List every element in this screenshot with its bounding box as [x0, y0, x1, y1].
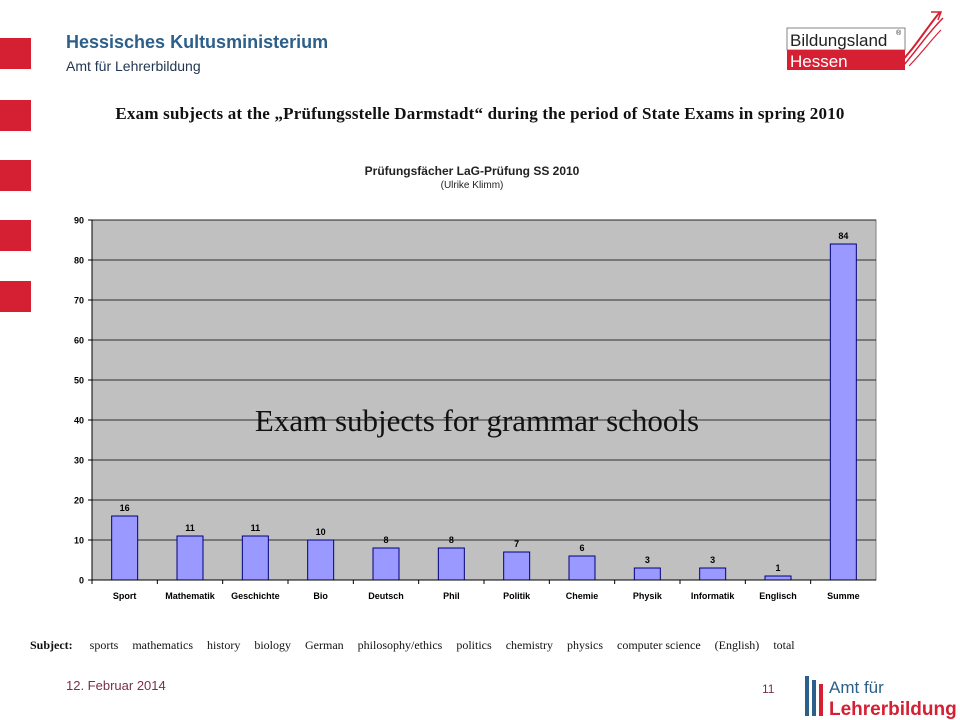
subject-label: Subject: — [30, 638, 73, 652]
x-tick-label: Politik — [503, 591, 531, 601]
bar-value-label: 84 — [838, 231, 849, 241]
decor-block-1 — [0, 38, 31, 69]
bar-value-label: 11 — [250, 523, 261, 533]
logo-line2: Lehrerbildung — [829, 699, 957, 720]
y-tick-label: 20 — [73, 495, 84, 506]
y-tick-label: 70 — [73, 295, 84, 306]
subject-item: German — [305, 638, 344, 652]
y-tick-label: 50 — [73, 375, 84, 386]
bar-value-label: 6 — [579, 543, 585, 553]
subject-item: history — [207, 638, 241, 652]
bar-value-label: 11 — [185, 523, 195, 533]
chart-title: Prüfungsfächer LaG-Prüfung SS 2010 — [364, 164, 580, 178]
x-tick-label: Summe — [827, 591, 860, 601]
logo-mark: ® — [896, 30, 902, 37]
subject-translation-row — [30, 638, 890, 653]
bar-value-label: 1 — [775, 563, 781, 573]
bar-value-label: 3 — [710, 555, 716, 565]
chart-subtitle: (Ulrike Klimm) — [440, 180, 504, 191]
bar-value-label: 8 — [383, 535, 389, 545]
bar — [373, 548, 399, 580]
bar-value-label: 16 — [119, 503, 130, 513]
subject-item: computer science — [617, 638, 701, 652]
subject-item: total — [773, 638, 795, 652]
bar — [830, 244, 856, 580]
bar — [438, 548, 464, 580]
x-tick-label: Englisch — [759, 591, 797, 601]
subject-item: physics — [567, 638, 604, 652]
subject-item: sports — [89, 638, 119, 652]
x-tick-label: Sport — [112, 591, 137, 601]
logo-text-top: Bildungsland — [790, 31, 888, 50]
logo-text-bottom: Hessen — [790, 52, 848, 71]
x-tick-label: Deutsch — [368, 591, 404, 601]
x-tick-label: Mathematik — [165, 591, 215, 601]
subject-item: philosophy/ethics — [357, 638, 443, 652]
bar — [569, 556, 595, 580]
page-number: 11 — [762, 682, 775, 696]
bar-value-label: 7 — [514, 539, 520, 549]
subject-item: politics — [456, 638, 492, 652]
bar-value-label: 3 — [644, 555, 650, 565]
y-tick-label: 40 — [73, 415, 84, 426]
footer-date: 12. Februar 2014 — [66, 678, 166, 693]
bar — [765, 576, 791, 580]
bar — [112, 516, 138, 580]
x-tick-label: Physik — [632, 591, 662, 601]
bar — [504, 552, 530, 580]
bar — [308, 540, 334, 580]
y-tick-label: 90 — [73, 215, 84, 226]
bar-value-label: 10 — [315, 527, 326, 537]
decor-block-5 — [0, 281, 31, 312]
logo-line1: Amt für — [829, 678, 884, 697]
x-tick-label: Informatik — [690, 591, 735, 601]
bar-chart — [30, 150, 930, 620]
x-tick-label: Bio — [313, 591, 328, 601]
y-tick-label: 0 — [78, 575, 84, 586]
x-tick-label: Geschichte — [231, 591, 280, 601]
plot-area — [92, 220, 876, 580]
bar — [700, 568, 726, 580]
y-axis — [74, 216, 92, 586]
x-tick-label: Phil — [443, 591, 460, 601]
x-axis — [92, 580, 876, 601]
x-tick-label: Chemie — [565, 591, 599, 601]
y-tick-label: 60 — [73, 335, 84, 346]
bar-value-label: 8 — [448, 535, 454, 545]
decor-block-3 — [0, 160, 31, 191]
ministry-name: Hessisches Kultusministerium — [66, 32, 329, 52]
bar — [177, 536, 203, 580]
subject-item: (English) — [714, 638, 760, 652]
subject-item: mathematics — [132, 638, 193, 652]
y-tick-label: 80 — [73, 255, 84, 266]
y-tick-label: 10 — [73, 535, 84, 546]
decor-block-4 — [0, 220, 31, 251]
slide-title: Exam subjects at the „Prüfungsstelle Darmstadt“ during the period of State Exams in spring 2010 — [115, 104, 845, 123]
amt-fuer-lehrerbildung-logo — [803, 672, 960, 720]
bildungsland-hessen-logo — [785, 8, 945, 74]
subject-item: chemistry — [505, 638, 554, 652]
y-tick-label: 30 — [73, 455, 84, 466]
bar — [242, 536, 268, 580]
subject-item: biology — [254, 638, 292, 652]
bar — [634, 568, 660, 580]
department-name: Amt für Lehrerbildung — [66, 58, 201, 74]
overlay-caption: Exam subjects for grammar schools — [254, 403, 700, 438]
